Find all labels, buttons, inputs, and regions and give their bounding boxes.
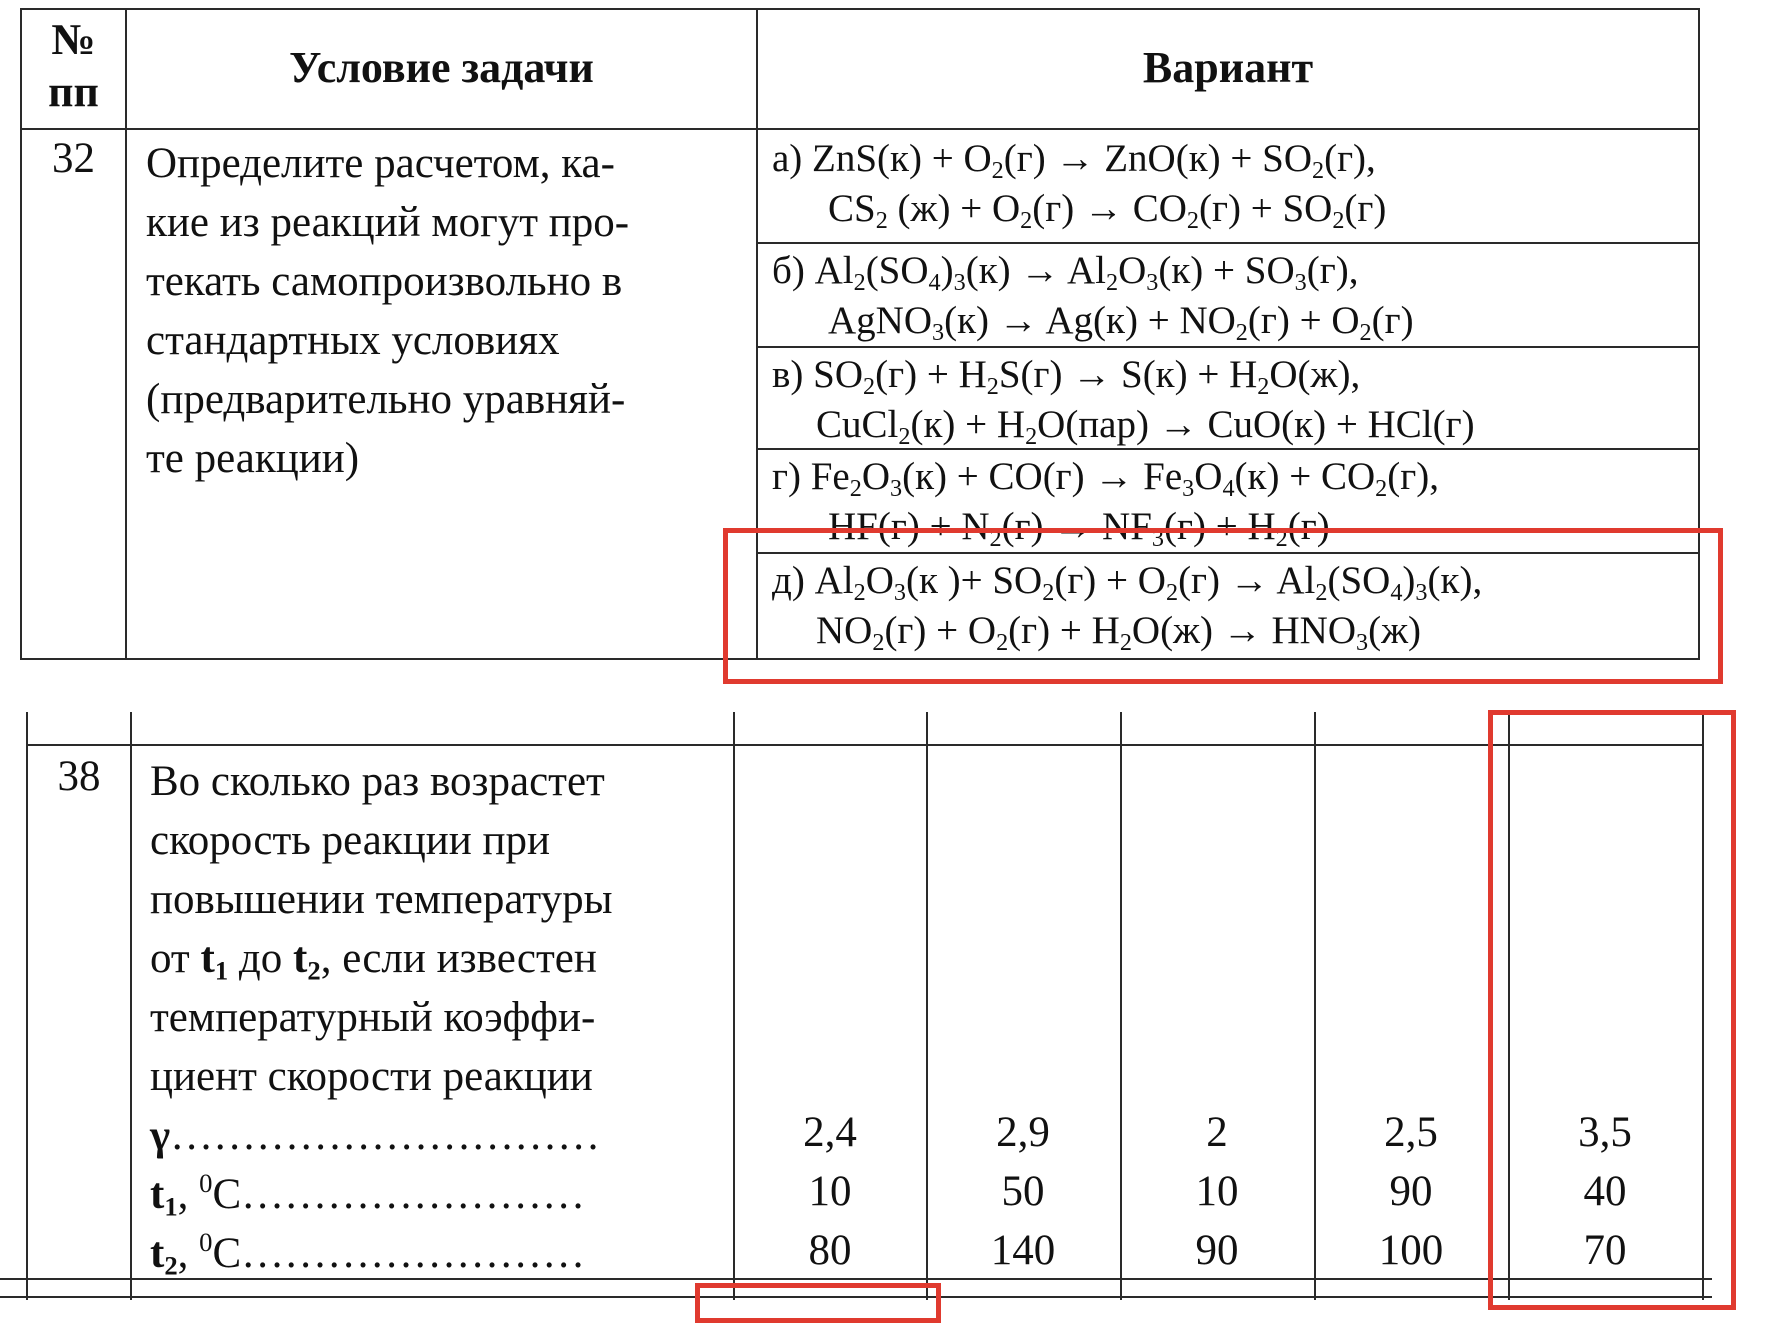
gamma-value: 2 [1206, 1109, 1228, 1156]
t1-value: 90 [1389, 1168, 1433, 1215]
variant-g-line1: г) $Fe_2O_3(к) + CO(г) \to Fe_3O_4(к) + CO_2(г)$, [772, 455, 1439, 502]
condition-line: те реакции) [146, 435, 360, 482]
condition-text-38 [150, 752, 712, 1283]
condition-line: скорость реакции при [150, 817, 550, 864]
t2-value: 140 [990, 1227, 1056, 1274]
param-gamma-label: γ………………………… [150, 1112, 601, 1159]
variant-v-line2: CuCl$_2$(к) + $H_2O(пар) \to CuO(к) + HCl(г)$ [816, 403, 1475, 450]
t1-value: 10 [1195, 1168, 1239, 1215]
t1-value: 50 [1001, 1168, 1045, 1215]
t2-value: 80 [808, 1227, 852, 1274]
variant-d-line1: д) $Al_2O_3(к$ )+ $SO_2(г) + O_2(г) \to Al_2(SO_4)_3(к)$, [772, 559, 1483, 606]
highlight-box-column-5 [1488, 710, 1736, 1310]
t2-value: 90 [1195, 1227, 1239, 1274]
gamma-value: 2,4 [803, 1109, 857, 1156]
condition-line: Во сколько раз возрастет [150, 758, 605, 805]
condition-text-32 [146, 134, 736, 488]
variant-a-line2: $CS_2$ $(ж) + O_2(г) \to CO_2(г) + SO_2(г)$ [828, 187, 1387, 234]
gamma-value: 3,5 [1578, 1109, 1632, 1156]
variant-a [772, 134, 1386, 234]
variant-b [772, 246, 1414, 346]
header-condition: Условие задачи [289, 43, 594, 92]
gamma-value: 2,5 [1384, 1109, 1438, 1156]
condition-line: стандартных условиях [146, 317, 560, 364]
t1-value: 40 [1583, 1168, 1627, 1215]
t2-value: 70 [1583, 1227, 1627, 1274]
param-t2-label: $t_2$, $^0$C…………………… [150, 1227, 586, 1281]
highlight-box-column-1-bottom [695, 1283, 941, 1323]
param-t1-label: $t_1$, $^0$C…………………… [150, 1168, 586, 1222]
gamma-value: 2,9 [996, 1109, 1050, 1156]
condition-line: температурный коэффи- [150, 994, 596, 1041]
variant-g-line2: $HF(г) + N_2(г) \to NF_3(г) + H_2(г)$ [828, 505, 1330, 552]
condition-line: от $t_1$ до $t_2$, если известен [150, 935, 597, 986]
row-number-32: 32 [52, 135, 95, 182]
header-num: № пп [48, 15, 99, 116]
variant-b-line2: AgNO$_3$(к) → $Ag(к) + NO_2(г) + O_2(г)$ [828, 299, 1414, 346]
condition-line: (предварительно уравняй- [146, 376, 626, 423]
highlight-box-variant-d [723, 528, 1723, 684]
t2-value: 100 [1378, 1227, 1444, 1274]
condition-line: Определите расчетом, ка- [146, 140, 615, 187]
t1-value: 10 [808, 1168, 852, 1215]
variant-b-line1: б) $Al_2(SO_4)_3(к) \to Al_2O_3(к) + SO_3(г)$, [772, 249, 1359, 296]
condition-line: повышении температуры [150, 876, 613, 923]
variant-v-line1: в) $SO_2(г) + H_2S(г) \to S(к) + H_2O(ж)$, [772, 353, 1361, 400]
condition-line: кие из реакций могут про- [146, 199, 630, 246]
variant-d-line2: $NO_2(г) + O_2(г) + H_2O(ж) \to HNO_3(ж)$ [816, 609, 1422, 656]
header-variant: Вариант [1142, 43, 1314, 92]
variant-v [772, 350, 1475, 450]
condition-line: текать самопроизвольно в [146, 258, 623, 305]
condition-line: циент скорости реакции [150, 1053, 593, 1100]
variant-g [772, 452, 1439, 552]
variant-a-line1: а) $ZnS(к) + O_2(г) \to ZnO(к) + SO_2(г)$, [772, 137, 1376, 184]
row-number-38: 38 [57, 753, 101, 800]
